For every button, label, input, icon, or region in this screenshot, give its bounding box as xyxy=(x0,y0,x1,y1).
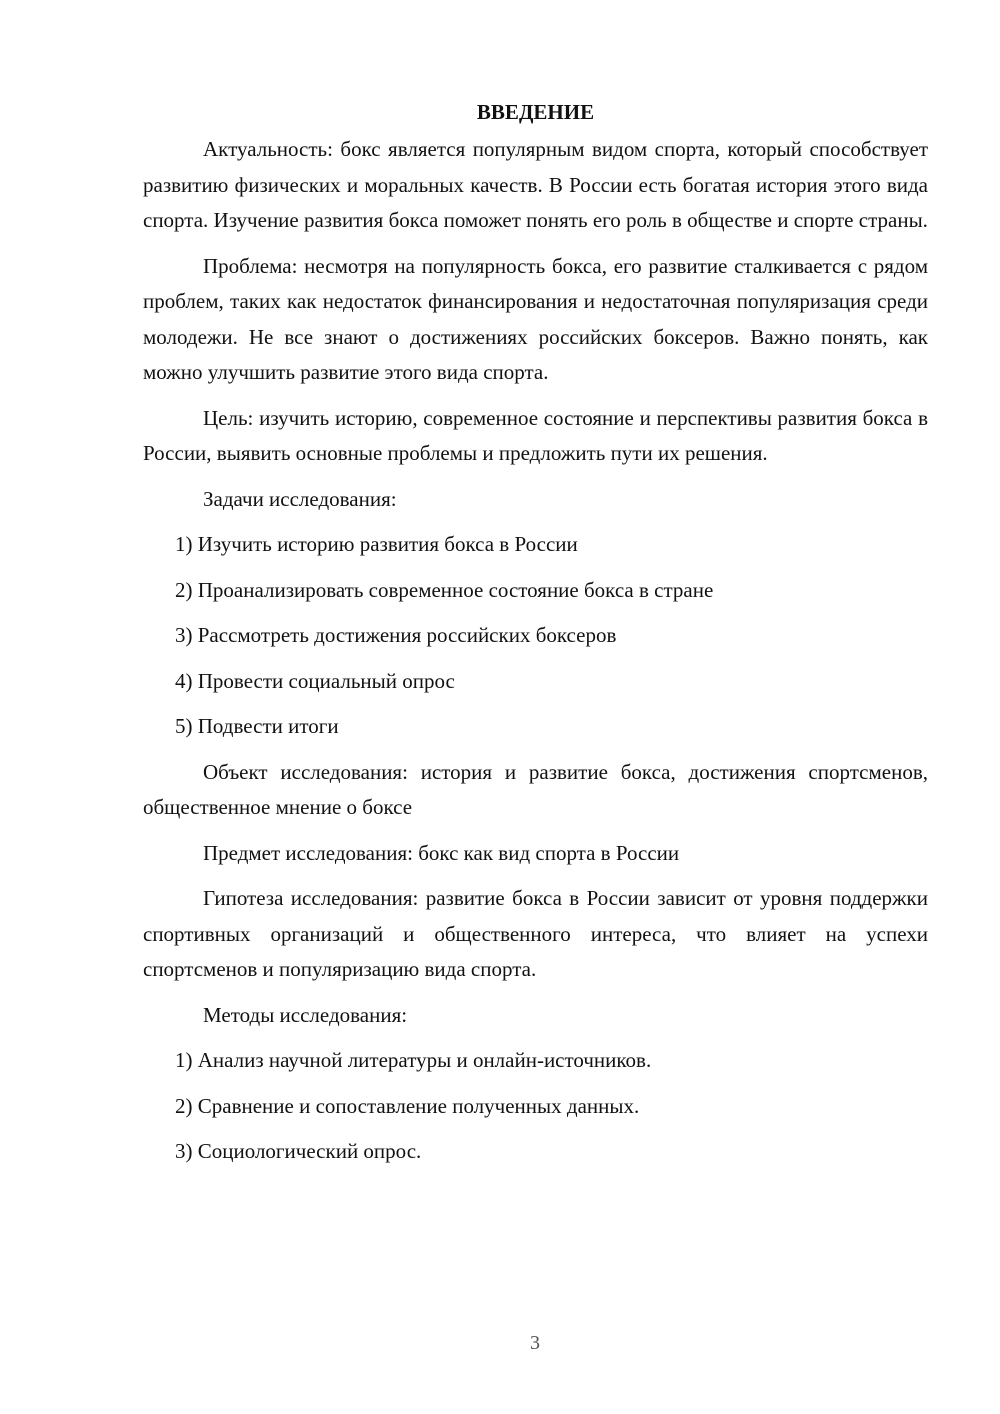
task-item: 2) Проанализировать современное состояние бокса в стране xyxy=(175,577,714,602)
task-item: 5) Подвести итоги xyxy=(175,714,339,738)
subject-paragraph: Предмет исследования: бокс как вид спорта в России xyxy=(203,840,680,865)
task-item: 1) Изучить историю развития бокса в России xyxy=(175,532,578,556)
task-item: 3) Рассмотреть достижения российских боксеров xyxy=(175,623,617,647)
tasks-label: Задачи исследования: xyxy=(203,486,397,511)
task-item: 4) Провести социальный опрос xyxy=(175,668,455,693)
hypothesis-paragraph: Гипотеза исследования: развитие бокса в России зависит от уровня поддержки спортивных организаций и общественного интереса, что влияет на успехи спортсменов и популяризацию вида спорта. xyxy=(143,886,928,981)
object-paragraph: Объект исследования: история и развитие бокса, достижения спортсменов, общественное мнение о боксе xyxy=(143,759,928,819)
section-heading: ВВЕДЕНИЕ xyxy=(476,100,595,124)
method-item: 3) Социологический опрос. xyxy=(175,1139,422,1163)
tasks-list xyxy=(143,527,928,745)
methods-label: Методы исследования: xyxy=(203,1002,408,1027)
method-item: 1) Анализ научной литературы и онлайн-источников. xyxy=(175,1048,652,1072)
page-content xyxy=(143,95,928,1180)
problem-paragraph: Проблема: несмотря на популярность бокса, его развитие сталкивается с рядом проблем, таких как недостаток финансирования и недостаточная популяризация среди молодежи. Не все знают о достижениях российских боксеров. Важно понять, как можно улучшить развитие этого вида спорта. xyxy=(143,253,928,384)
goal-paragraph: Цель: изучить историю, современное состояние и перспективы развития бокса в России, выявить основные проблемы и предложить пути их решения. xyxy=(143,405,928,465)
methods-list xyxy=(143,1043,928,1170)
relevance-paragraph: Актуальность: бокс является популярным видом спорта, который способствует развитию физических и моральных качеств. В России есть богатая история этого вида спорта. Изучение развития бокса поможет понять его роль в обществе и спорте страны. xyxy=(143,137,928,232)
page-number: 3 xyxy=(530,1332,540,1354)
method-item: 2) Сравнение и сопоставление полученных данных. xyxy=(175,1093,640,1118)
